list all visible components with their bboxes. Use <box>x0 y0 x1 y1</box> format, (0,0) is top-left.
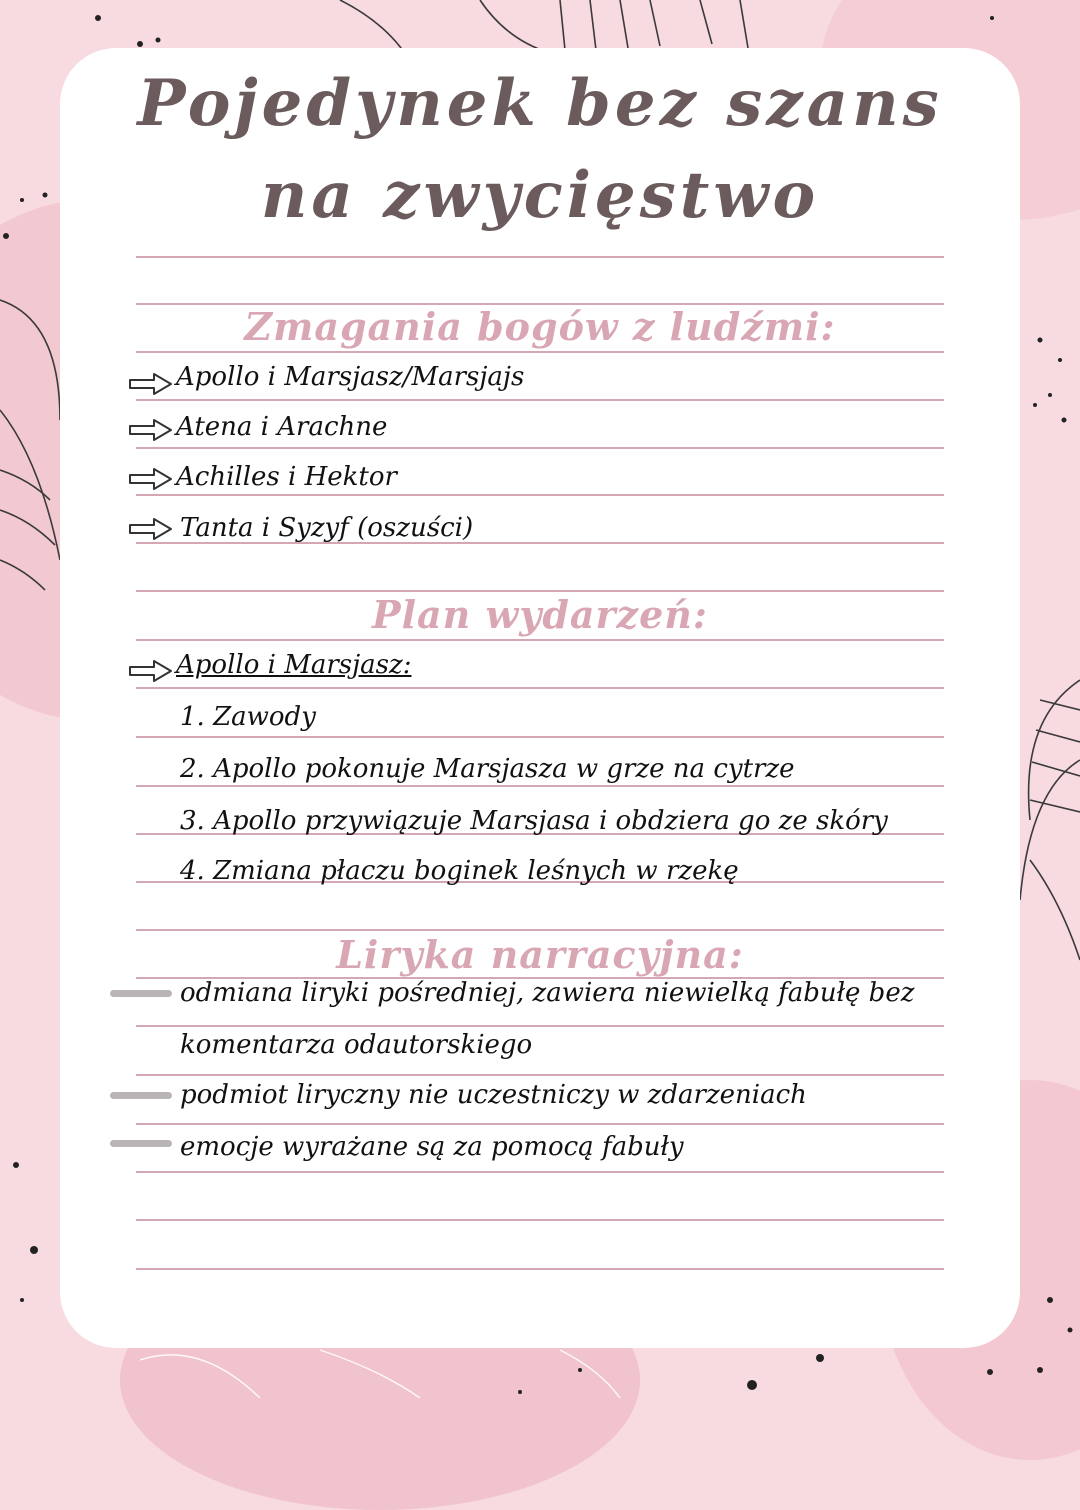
contest-item: Achilles i Hektor <box>176 462 397 492</box>
arrow-right-icon <box>128 371 174 397</box>
dash-marker-icon <box>110 1140 172 1147</box>
contest-item: Apollo i Marsjasz/Marsjajs <box>176 362 525 392</box>
plan-step: 2. Apollo pokonuje Marsjasza w grze na cytrze <box>180 754 795 784</box>
arrow-right-icon <box>128 658 174 684</box>
plan-step: 3. Apollo przywiązuje Marsjasa i obdziera go ze skóry <box>180 806 888 836</box>
plan-step: 4. Zmiana płaczu boginek leśnych w rzekę <box>180 856 739 886</box>
section-heading-contests: Zmagania bogów z ludźmi: <box>244 304 836 349</box>
lyric-line: odmiana liryki pośredniej, zawiera niewielką fabułę bez <box>180 978 915 1008</box>
lyric-line: komentarza odautorskiego <box>180 1030 533 1060</box>
arrow-right-icon <box>128 466 174 492</box>
lyric-line: emocje wyrażane są za pomocą fabuły <box>180 1132 684 1162</box>
section-heading-plan: Plan wydarzeń: <box>372 592 708 637</box>
dash-marker-icon <box>110 1092 172 1099</box>
section-heading-lyric: Liryka narracyjna: <box>336 932 744 977</box>
lyric-line: podmiot liryczny nie uczestniczy w zdarzeniach <box>180 1080 807 1110</box>
contest-item: Atena i Arachne <box>176 412 388 442</box>
plan-subject: Apollo i Marsjasz: <box>176 650 412 680</box>
contest-item: Tanta i Syzyf (oszuści) <box>180 513 474 543</box>
page-title-line-2: na zwycięstwo <box>260 158 820 233</box>
plan-step: 1. Zawody <box>180 702 316 732</box>
arrow-right-icon <box>128 516 174 542</box>
page-title-line-1: Pojedynek bez szans <box>137 66 943 141</box>
arrow-right-icon <box>128 417 174 443</box>
dash-marker-icon <box>110 990 172 997</box>
